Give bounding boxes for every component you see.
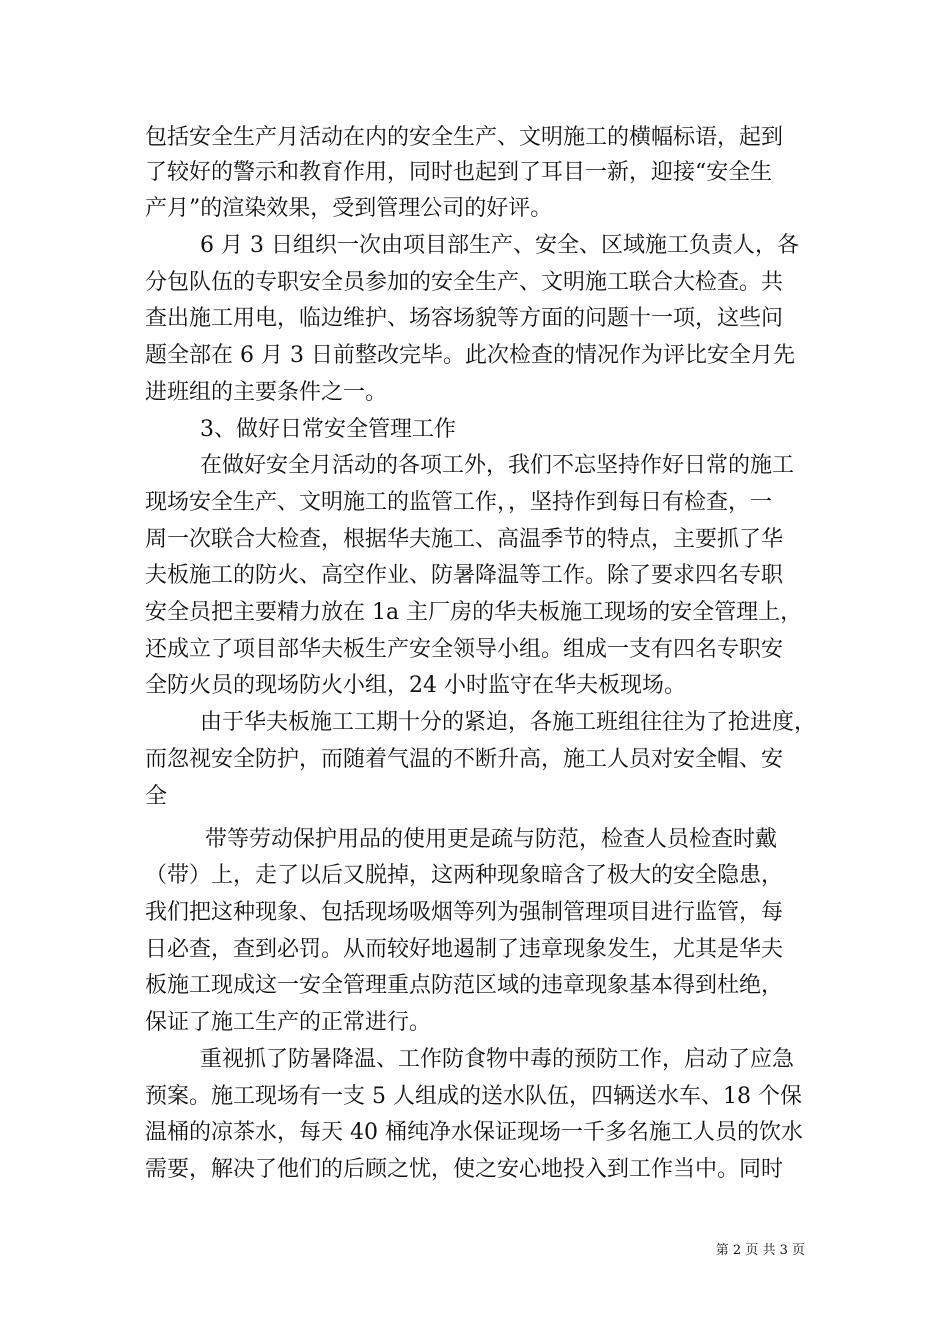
page-number: 第 2 页 共 3 页 <box>715 1243 805 1258</box>
text-line: 带等劳动保护用品的使用更是疏与防范，检查人员检查时戴 <box>205 827 778 852</box>
text-line: 产月”的渲染效果，受到管理公司的好评。 <box>145 196 553 221</box>
text-line: 全防火员的现场防火小组，24 小时监守在华夫板现场。 <box>145 673 686 698</box>
text-line: 了较好的警示和教育作用，同时也起到了耳目一新，迎接“安全生 <box>145 160 773 185</box>
text-line: 我们把这种现象、包括现场吸烟等列为强制管理项目进行监管，每 <box>145 900 784 925</box>
text-line: 重视抓了防暑降温、工作防食物中毒的预防工作，启动了应急 <box>200 1047 795 1072</box>
text-line: 温桶的凉茶水，每天 40 桶纯净水保证现场一千多名施工人员的饮水 <box>145 1120 803 1145</box>
text-line: 保证了施工生产的正常进行。 <box>145 1010 432 1035</box>
text-line: 由于华夫板施工工期十分的紧迫，各施工班组往往为了抢进度， <box>200 710 817 735</box>
text-line: 而忽视安全防护，而随着气温的不断升高，施工人员对安全帽、安 <box>145 747 784 772</box>
text-line: 板施工现成这一安全管理重点防范区域的违章现象基本得到杜绝， <box>145 973 784 998</box>
text-line: 预案。施工现场有一支 5 人组成的送水队伍，四辆送水车、18 个保 <box>145 1084 802 1109</box>
text-line: 进班组的主要条件之一。 <box>145 380 388 405</box>
text-line: 在做好安全月活动的各项工外，我们不忘坚持作好日常的施工 <box>200 453 795 478</box>
text-line: （带）上，走了以后又脱掉，这两种现象暗含了极大的安全隐患， <box>145 863 784 888</box>
text-line: 日必查，查到必罚。从而较好地遏制了违章现象发生，尤其是华夫 <box>145 937 784 962</box>
section-heading: 3、做好日常安全管理工作 <box>200 417 456 442</box>
text-line: 包括安全生产月活动在内的安全生产、文明施工的横幅标语，起到 <box>145 125 784 150</box>
text-line: 安全员把主要精力放在 1a 主厂房的华夫板施工现场的安全管理上， <box>145 600 803 625</box>
page-footer <box>0 1243 950 1259</box>
text-line: 全 <box>145 784 168 809</box>
text-line: 需要，解决了他们的后顾之忧，使之安心地投入到工作当中。同时 <box>145 1157 784 1182</box>
text-line: 周一次联合大检查，根据华夫施工、高温季节的特点，主要抓了华 <box>145 527 784 552</box>
text-line: 分包队伍的专职安全员参加的安全生产、文明施工联合大检查。共 <box>145 270 784 295</box>
text-line: 查出施工用电，临边维护、场容场貌等方面的问题十一项，这些问 <box>145 306 784 331</box>
text-line: 还成立了项目部华夫板生产安全领导小组。组成一支有四名专职安 <box>145 637 784 662</box>
text-line: 现场安全生产、文明施工的监管工作，，坚持作到每日有检查，一 <box>145 490 773 515</box>
text-line: 题全部在 6 月 3 日前整改完毕。此次检查的情况作为评比安全月先 <box>145 343 795 368</box>
text-line: 6 月 3 日组织一次由项目部生产、安全、区域施工负责人，各 <box>200 233 799 258</box>
text-line: 夫板施工的防火、高空作业、防暑降温等工作。除了要求四名专职 <box>145 563 784 588</box>
